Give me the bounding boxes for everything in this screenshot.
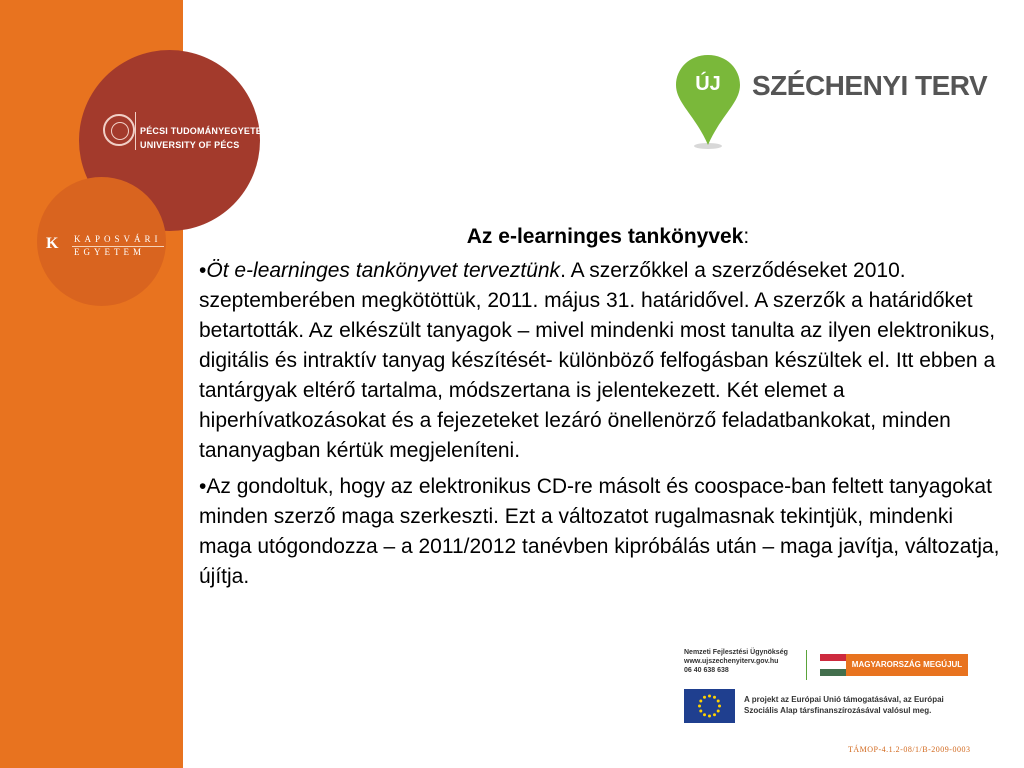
bullet-1: •: [199, 259, 207, 282]
slide-heading: [199, 222, 1011, 252]
ke-logo-mark: K: [46, 235, 59, 252]
agency-url: www.ujszechenyiterv.gov.hu: [684, 658, 779, 665]
paragraph-1-italic: Öt e-learninges tankönyvet terveztünk: [206, 259, 561, 282]
ke-name-line2: EGYETEM: [74, 247, 145, 257]
paragraph-1: [199, 256, 1011, 466]
eu-funding-line1: A projekt az Európai Unió támogatásával, az Európai: [744, 695, 944, 704]
university-seal-icon: [103, 114, 135, 146]
ke-logo-divider: [72, 246, 164, 247]
szt-name-text: SZÉCHENYI TERV: [752, 70, 988, 101]
agency-name: Nemzeti Fejlesztési Ügynökség: [684, 649, 788, 656]
slide-body: [199, 222, 1011, 598]
agency-phone: 06 40 638 638: [684, 667, 729, 674]
slide-heading-text: Az e-learninges tankönyvek: [466, 225, 744, 248]
tamop-code: TÁMOP-4.1.2-08/1/B-2009-0003: [848, 745, 971, 754]
location-pin-icon: [673, 53, 743, 153]
magyarorszag-megujul-badge: MAGYARORSZÁG MEGÚJUL: [846, 654, 968, 676]
eu-flag-icon: [684, 689, 735, 723]
footer-divider: [806, 650, 807, 680]
eu-funding-line2: Szociális Alap társfinanszírozásával valósul meg.: [744, 706, 932, 715]
agency-info: [684, 648, 788, 675]
eu-funding-text: [744, 694, 944, 716]
hungarian-flag-icon: [820, 654, 846, 676]
paragraph-1-text: . A szerzőkkel a szerződéseket 2010. szeptemberében megkötöttük, 2011. május 31. határidővel. A szerzők a határidőket betartották. Az elkészült tanyagok – mivel mindenki most tanulta az ilyen elektronikus, digitális és intraktív tanyag készítését- különböző felfogásban készültek el. Itt ebben a tantárgyak eltérő tartalma, módszertana is jelentekezett. Két elemet a hiperhívatkozásokat és a fejezeteket lezáró önellenörző feladatbankokat, minden tananyagban kértük megjeleníteni.: [199, 259, 996, 462]
pte-name-hu: PÉCSI TUDOMÁNYEGYETEM: [140, 126, 270, 136]
pte-logo-text: [140, 124, 270, 152]
paragraph-2: •Az gondoltuk, hogy az elektronikus CD-re másolt és coospace-ban feltett tanyagokat minden szerző maga szerkeszti. Ezt a változatot rugalmasnak tekintjük, mindenki maga utógondozza – a 2011/2012 tanévben kipróbálás után – maga javítja, változatja, újítja.: [199, 475, 1000, 588]
szt-badge-text: ÚJ: [695, 73, 721, 95]
eu-stars-icon: [684, 689, 735, 723]
ke-name-line1: KAPOSVÁRI: [74, 234, 162, 244]
slide-heading-colon: :: [743, 225, 750, 248]
pte-logo-divider: [135, 112, 136, 150]
pte-name-en: UNIVERSITY OF PÉCS: [140, 140, 240, 150]
